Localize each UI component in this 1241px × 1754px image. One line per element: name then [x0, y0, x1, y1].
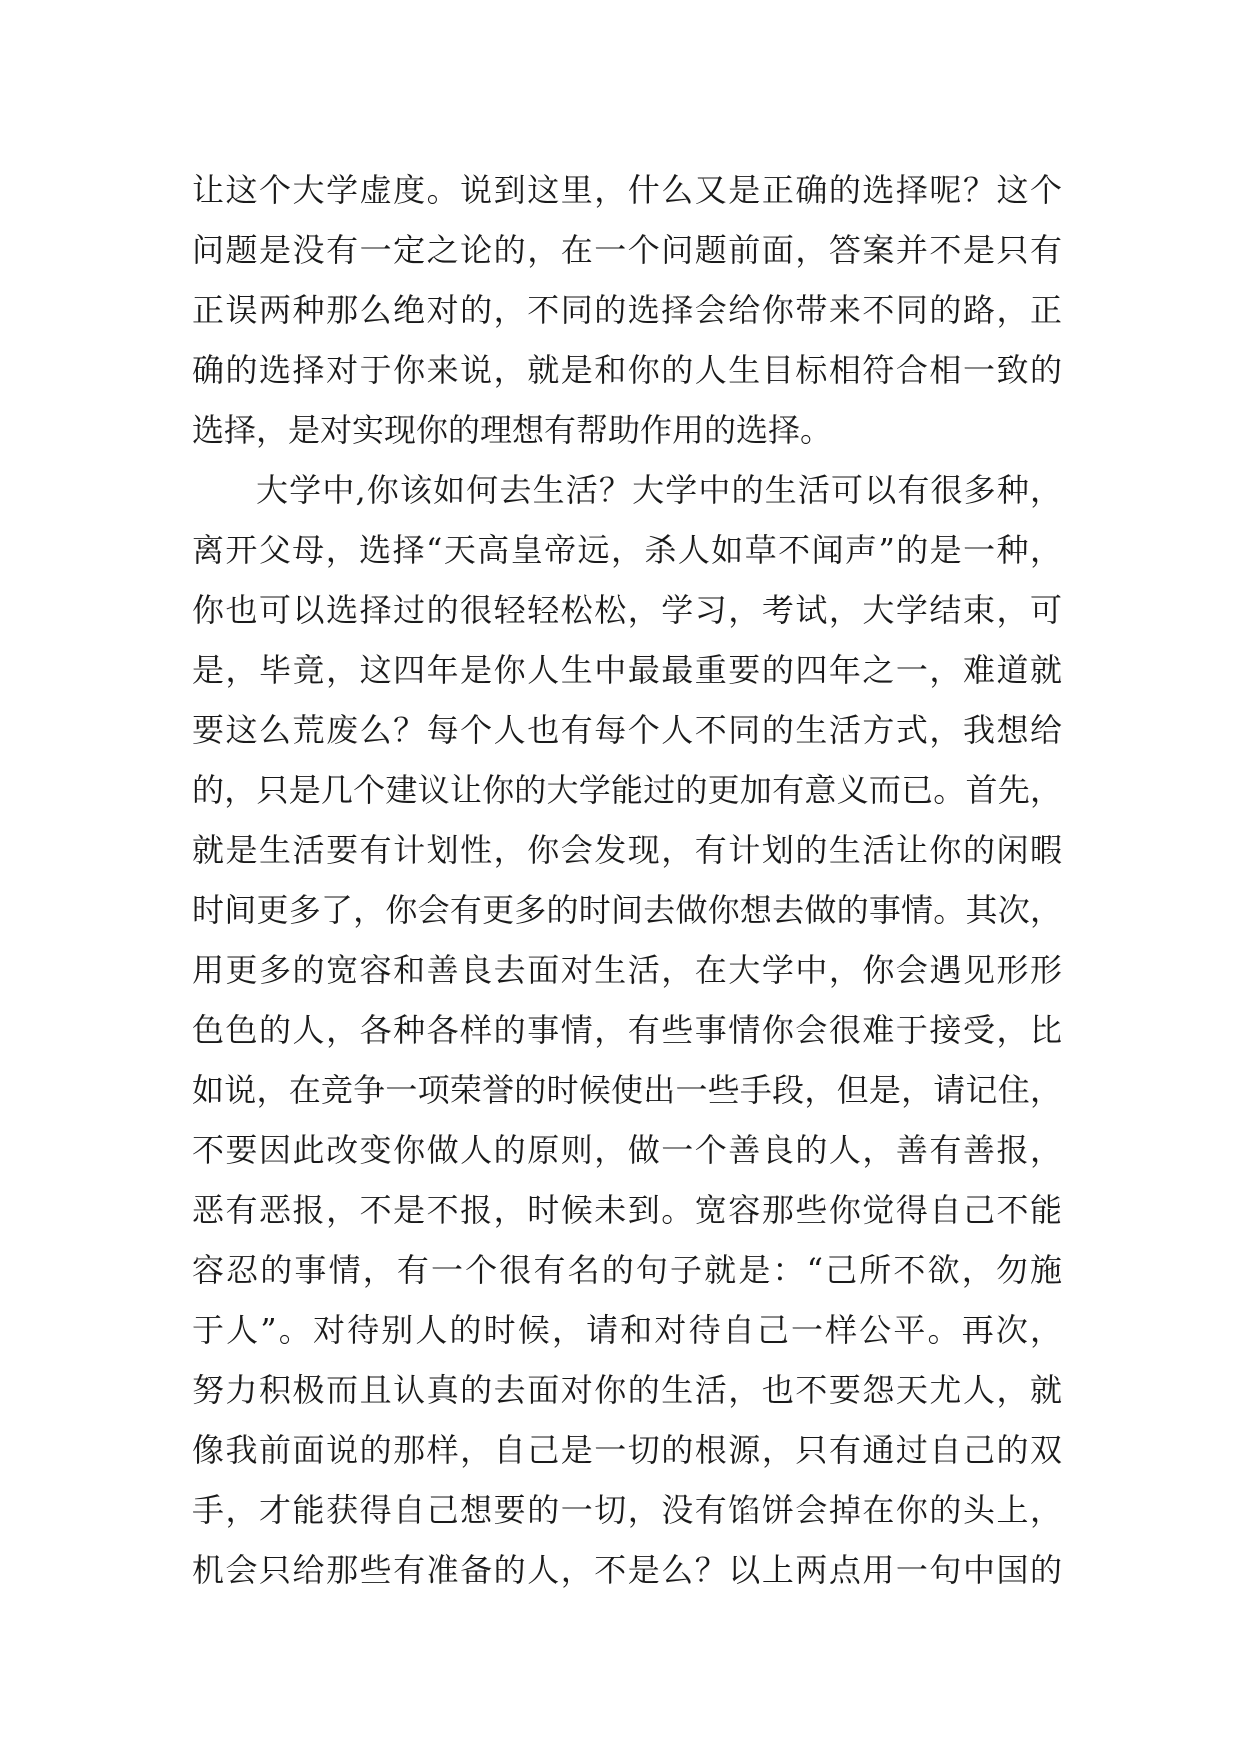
text-line: 容忍的事情，有一个很有名的句子就是：“己所不欲，勿施	[192, 1251, 1062, 1289]
document-body	[192, 160, 1062, 1600]
text-line: 不要因此改变你做人的原则，做一个善良的人，善有善报，	[192, 1131, 1062, 1169]
text-line: 的，只是几个建议让你的大学能过的更加有意义而已。首先，	[192, 771, 1062, 809]
text-line: 色色的人，各种各样的事情，有些事情你会很难于接受，比	[192, 1011, 1062, 1049]
text-line: 问题是没有一定之论的，在一个问题前面，答案并不是只有	[192, 231, 1062, 269]
text-line: 选择，是对实现你的理想有帮助作用的选择。	[192, 411, 833, 449]
text-line: 手，才能获得自己想要的一切，没有馅饼会掉在你的头上，	[192, 1491, 1062, 1529]
text-line: 就是生活要有计划性，你会发现，有计划的生活让你的闲暇	[192, 831, 1062, 869]
text-line: 是，毕竟，这四年是你人生中最最重要的四年之一，难道就	[192, 651, 1062, 689]
text-line: 要这么荒废么？每个人也有每个人不同的生活方式，我想给	[192, 711, 1062, 749]
text-line: 你也可以选择过的很轻轻松松，学习，考试，大学结束，可	[192, 591, 1062, 629]
text-line: 离开父母，选择“天高皇帝远，杀人如草不闻声”的是一种，	[192, 531, 1062, 569]
text-line: 像我前面说的那样，自己是一切的根源，只有通过自己的双	[192, 1431, 1062, 1469]
text-line: 努力积极而且认真的去面对你的生活，也不要怨天尤人，就	[192, 1371, 1062, 1409]
text-line: 确的选择对于你来说，就是和你的人生目标相符合相一致的	[192, 351, 1062, 389]
text-line: 用更多的宽容和善良去面对生活，在大学中，你会遇见形形	[192, 951, 1062, 989]
text-line: 大学中,你该如何去生活？大学中的生活可以有很多种，	[256, 471, 1062, 509]
text-line: 机会只给那些有准备的人，不是么？以上两点用一句中国的	[192, 1551, 1062, 1589]
text-line: 恶有恶报，不是不报，时候未到。宽容那些你觉得自己不能	[192, 1191, 1062, 1229]
text-line: 让这个大学虚度。说到这里，什么又是正确的选择呢？这个	[192, 171, 1062, 209]
text-line: 正误两种那么绝对的，不同的选择会给你带来不同的路，正	[192, 291, 1062, 329]
text-line: 时间更多了，你会有更多的时间去做你想去做的事情。其次，	[192, 891, 1062, 929]
text-line: 于人”。对待别人的时候，请和对待自己一样公平。再次，	[192, 1311, 1062, 1349]
text-line: 如说，在竞争一项荣誉的时候使出一些手段，但是，请记住，	[192, 1071, 1062, 1109]
